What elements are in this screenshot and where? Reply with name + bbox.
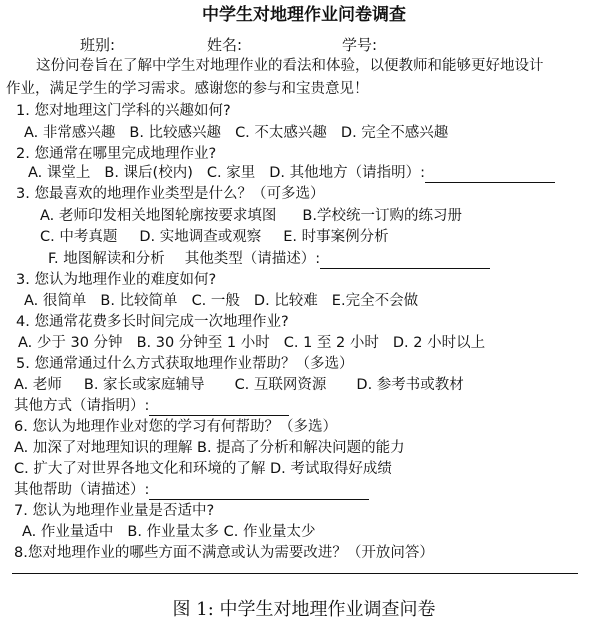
q3b-option-b: B. 比较简单 bbox=[100, 293, 178, 309]
q1-option-d: D. 完全不感兴趣 bbox=[340, 125, 449, 141]
q3b-option-e: E.完全不会做 bbox=[331, 293, 419, 309]
question-1-options bbox=[24, 123, 448, 143]
q3b-option-a: A. 很简单 bbox=[24, 293, 87, 309]
question-7: 7. 您认为地理作业量是否适中? bbox=[14, 503, 215, 519]
q3-option-b: B.学校统一订购的练习册 bbox=[302, 208, 462, 224]
q2-option-d: D. 其他地方（请指明）: bbox=[269, 165, 425, 181]
q7-option-bc: B. 作业量太多 C. 作业量太少 bbox=[127, 524, 316, 540]
q5-option-a: A. 老师 bbox=[14, 377, 62, 393]
name-label: 姓名: bbox=[207, 36, 243, 54]
q5-other-label: 其他方式（请指明）: bbox=[14, 398, 150, 414]
q3-types-line-2 bbox=[40, 227, 389, 247]
question-1: 1. 您对地理这门学科的兴趣如何? bbox=[16, 103, 231, 119]
q3-option-d: D. 实地调查或观察 bbox=[139, 229, 262, 245]
q8-answer-line bbox=[12, 573, 578, 574]
q7-option-a: A. 作业量适中 bbox=[22, 524, 114, 540]
q1-option-b: B. 比较感兴趣 bbox=[129, 125, 222, 141]
q5-other-answer-line bbox=[149, 399, 289, 416]
q1-option-a: A. 非常感兴趣 bbox=[24, 125, 116, 141]
q5-options bbox=[14, 375, 464, 395]
q6-other bbox=[14, 480, 369, 500]
q6-options-line-1: A. 加深了对地理知识的理解 B. 提高了分析和解决问题的能力 bbox=[14, 440, 405, 456]
question-5: 5. 您通常通过什么方式获取地理作业帮助？（多选） bbox=[16, 356, 354, 372]
q3-types-line-1 bbox=[40, 206, 462, 226]
q4-options bbox=[18, 333, 485, 353]
intro-line-1: 这份问卷旨在了解中学生对地理作业的看法和体验，以便教师和能够更好地设计 bbox=[36, 58, 544, 74]
q6-other-answer-line bbox=[149, 483, 369, 500]
q5-option-d: D. 参考书或教材 bbox=[356, 377, 464, 393]
q3b-option-c: C. 一般 bbox=[191, 293, 240, 309]
page-title: 中学生对地理作业问卷调查 bbox=[202, 5, 406, 25]
q3-option-a: A. 老师印发相关地图轮廓按要求填图 bbox=[40, 208, 277, 224]
q4-option-b: B. 30 分钟至 1 小时 bbox=[136, 335, 270, 351]
figure-caption: 图 1: 中学生对地理作业调查问卷 bbox=[172, 599, 436, 620]
q4-option-a: A. 少于 30 分钟 bbox=[18, 335, 123, 351]
q7-options bbox=[22, 522, 316, 542]
q3-difficulty-options bbox=[24, 291, 418, 311]
q5-option-c: C. 互联网资源 bbox=[234, 377, 327, 393]
question-2: 2. 您通常在哪里完成地理作业? bbox=[16, 146, 217, 162]
q2-other-answer-line bbox=[425, 166, 555, 183]
q3-other-answer-line bbox=[320, 252, 490, 269]
intro-line-2: 作业，满足学生的学习需求。感谢您的参与和宝贵意见！ bbox=[6, 81, 369, 97]
question-2-options bbox=[28, 163, 555, 183]
q2-option-c: C. 家里 bbox=[206, 165, 256, 181]
q4-option-d: D. 2 小时以上 bbox=[392, 335, 486, 351]
q3-other-type-label: 其他类型（请描述）: bbox=[184, 251, 321, 267]
question-3-types: 3. 您最喜欢的地理作业类型是什么？（可多选） bbox=[16, 186, 325, 202]
q4-option-c: C. 1 至 2 小时 bbox=[283, 335, 379, 351]
q6-options-line-2: C. 扩大了对世界各地文化和环境的了解 D. 考试取得好成绩 bbox=[14, 461, 392, 477]
student-id-label: 学号: bbox=[342, 36, 378, 54]
q5-other bbox=[14, 396, 289, 416]
class-label: 班别: bbox=[80, 36, 116, 54]
q3-option-e: E. 时事案例分析 bbox=[283, 229, 389, 245]
q6-other-label: 其他帮助（请描述）: bbox=[14, 482, 150, 498]
q2-option-b: B. 课后(校内) bbox=[104, 165, 193, 181]
q5-option-b: B. 家长或家庭辅导 bbox=[83, 377, 205, 393]
q2-option-a: A. 课堂上 bbox=[28, 165, 91, 181]
q3b-option-d: D. 比较难 bbox=[253, 293, 318, 309]
question-6: 6. 您认为地理作业对您的学习有何帮助？（多选） bbox=[14, 419, 337, 435]
q3-types-line-3 bbox=[48, 249, 490, 269]
question-8: 8.您对地理作业的哪些方面不满意或认为需要改进？（开放问答） bbox=[14, 545, 434, 561]
q1-option-c: C. 不太感兴趣 bbox=[235, 125, 327, 141]
q3-option-f: F. 地图解读和分析 bbox=[48, 251, 165, 267]
question-3-difficulty: 3. 您认为地理作业的难度如何? bbox=[16, 272, 217, 288]
q3-option-c: C. 中考真题 bbox=[40, 229, 118, 245]
question-4: 4. 您通常花费多长时间完成一次地理作业? bbox=[16, 314, 289, 330]
